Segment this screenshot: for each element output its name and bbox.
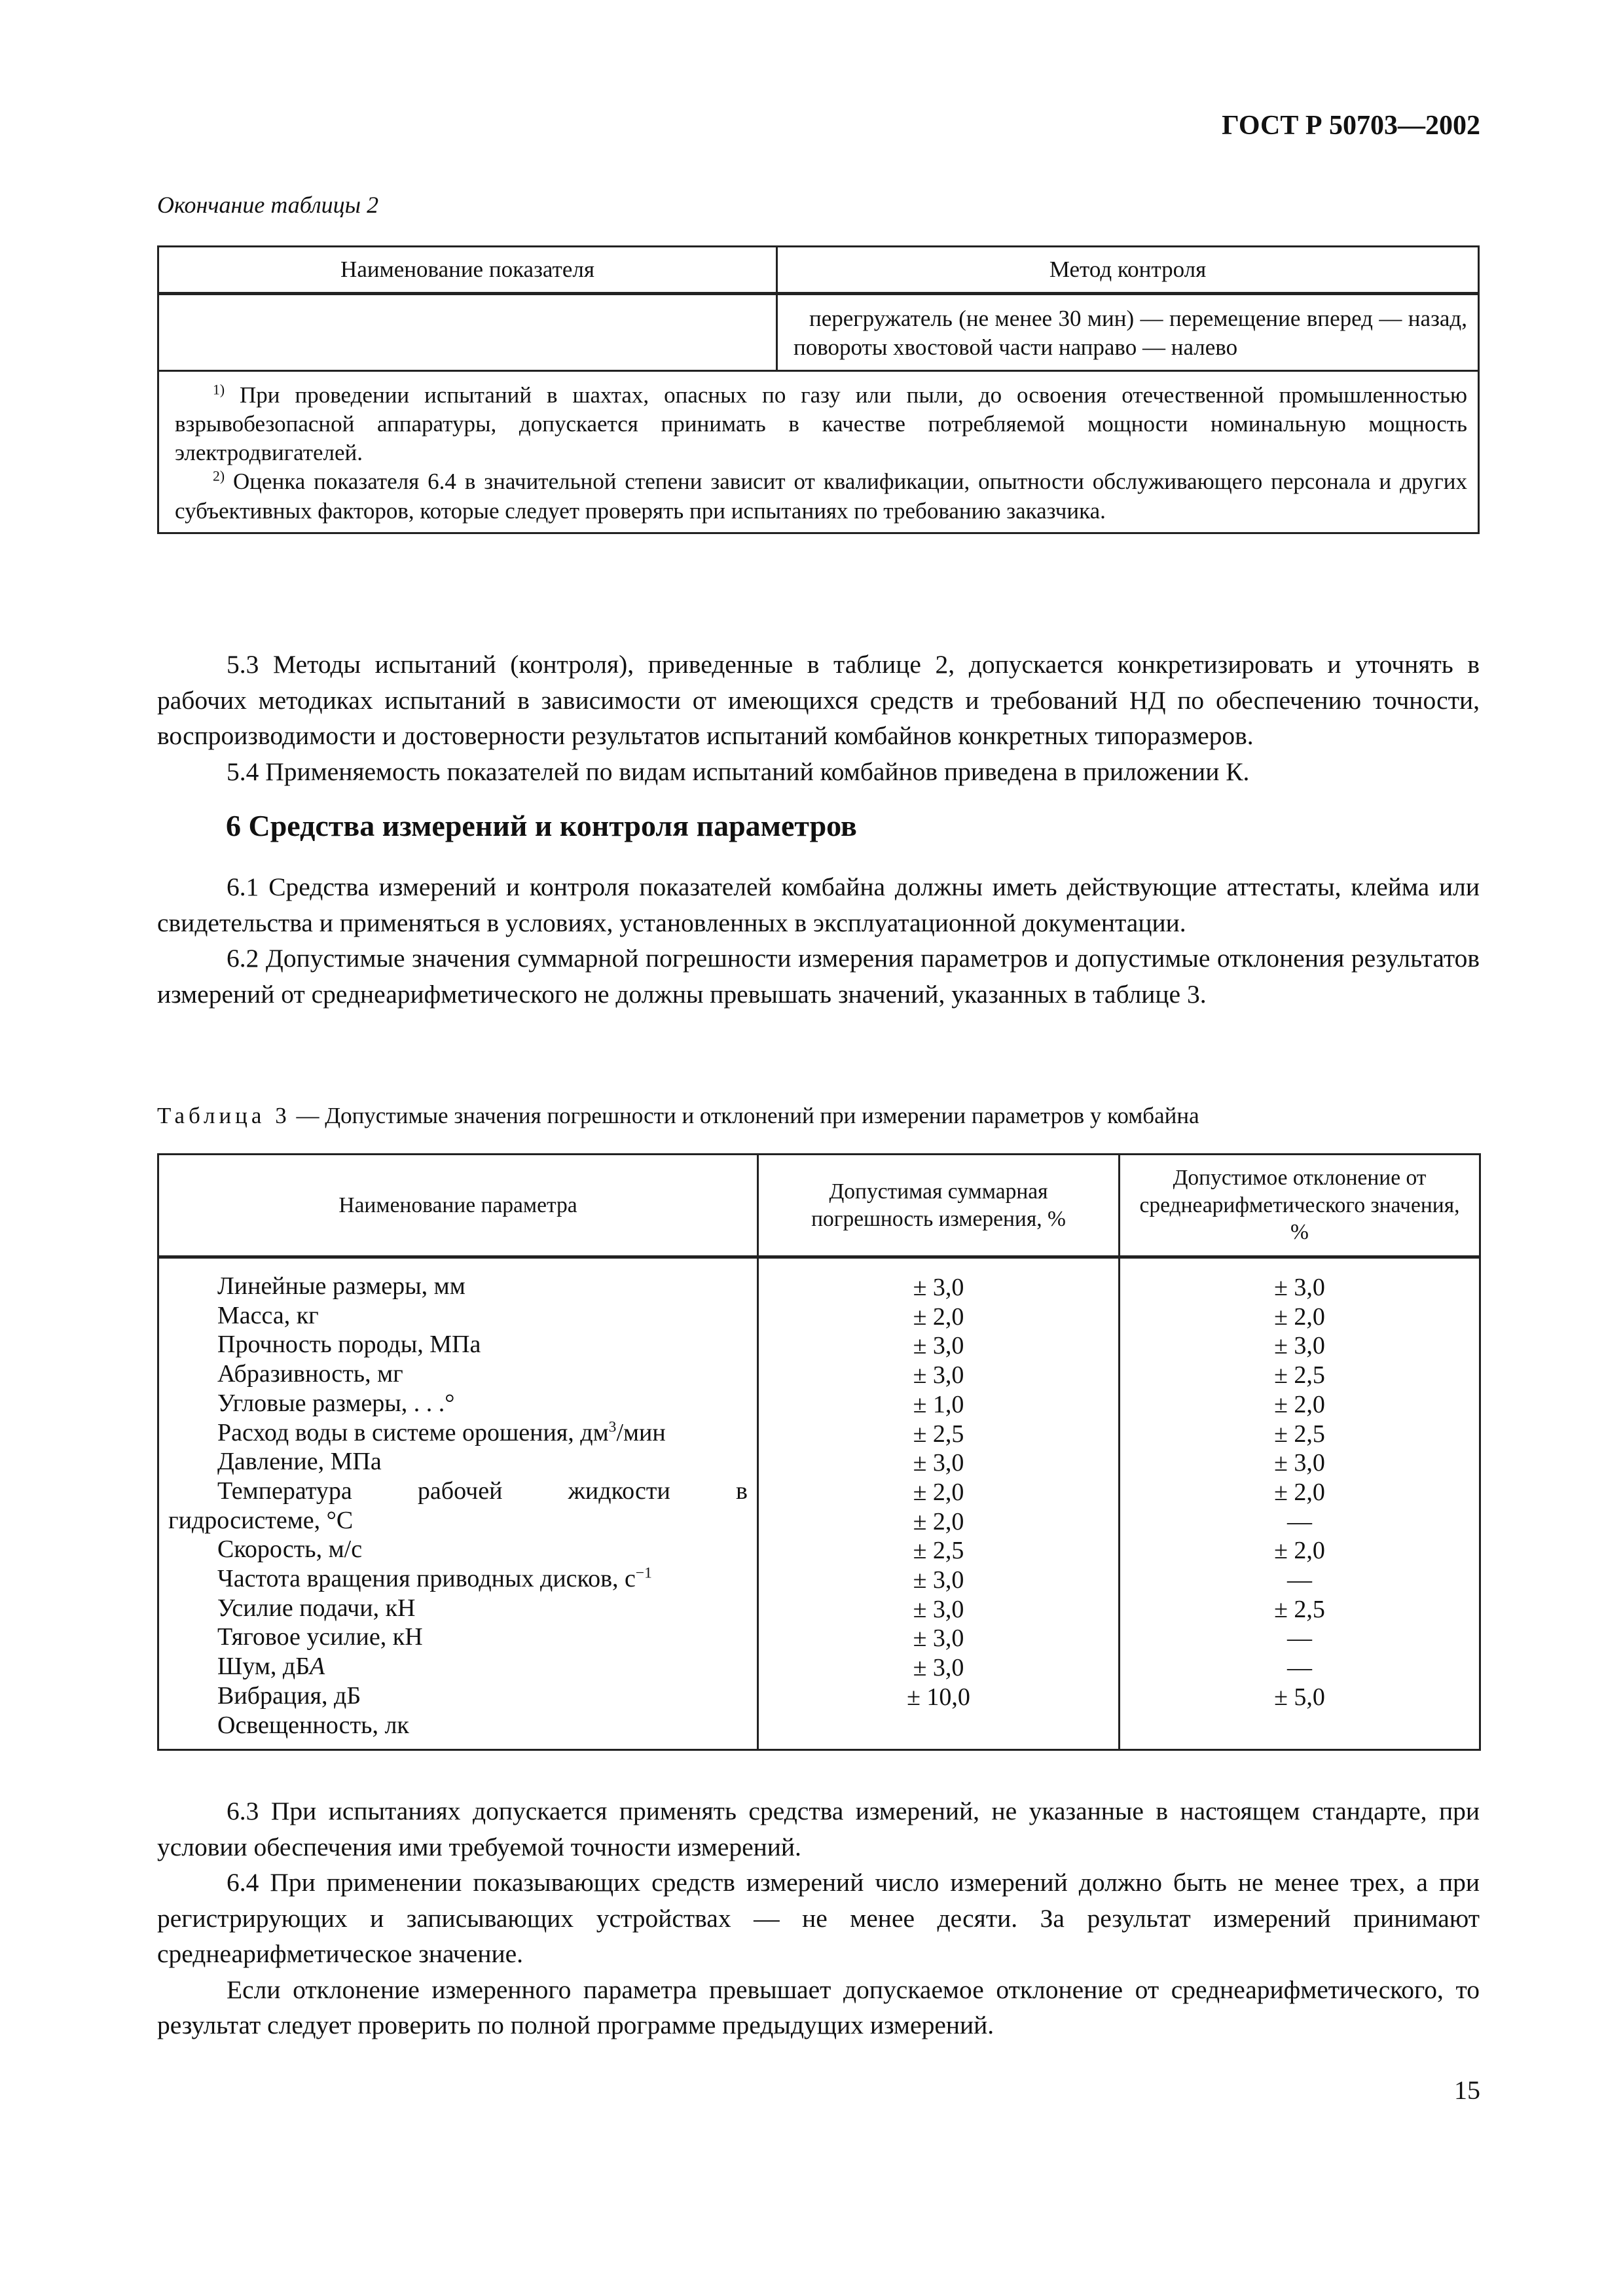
value: ± 1,0 bbox=[913, 1390, 964, 1418]
table2-continuation-caption: Окончание таблицы 2 bbox=[157, 192, 379, 218]
paragraphs-5 bbox=[157, 647, 1480, 789]
value: ± 3,0 bbox=[913, 1449, 964, 1477]
parameter-names-cell bbox=[158, 1257, 758, 1750]
value: ± 3,0 bbox=[1274, 1332, 1325, 1360]
list-item bbox=[168, 1564, 748, 1594]
footnote-text: При проведении испытаний в шахтах, опасных по газу или пыли, до освоения отечественной промышленностью взрывобезопасной аппаратуры, допускается принимать в качестве потребляемой мощности номинальную мощность электродвигателей. bbox=[175, 382, 1467, 466]
value: ± 2,0 bbox=[1274, 1537, 1325, 1565]
indicator-name-cell bbox=[158, 294, 777, 371]
value: ± 3,0 bbox=[913, 1595, 964, 1623]
value: ± 3,0 bbox=[1274, 1449, 1325, 1477]
value: ± 3,0 bbox=[913, 1654, 964, 1682]
value: ± 2,5 bbox=[1274, 1420, 1325, 1448]
footnote-text: Оценка показателя 6.4 в значительной степени зависит от квалификации, опытности обслуживающего персонала и других субъективных факторов, которые следует проверять при испытаниях по требованию заказчика. bbox=[175, 469, 1467, 524]
paragraphs-6-end bbox=[157, 1793, 1480, 2043]
list-item: Угловые размеры, . . .° bbox=[217, 1389, 455, 1417]
list-item: Давление, МПа bbox=[217, 1448, 382, 1476]
table-row bbox=[158, 294, 1479, 371]
value: ± 2,5 bbox=[1274, 1361, 1325, 1390]
table3-label: Таблица 3 bbox=[157, 1103, 291, 1128]
col-header-parameter: Наименование параметра bbox=[158, 1155, 758, 1257]
value: ± 2,0 bbox=[1274, 1478, 1325, 1506]
list-item bbox=[168, 1418, 748, 1448]
value: ± 3,0 bbox=[913, 1274, 964, 1301]
param-italic: A bbox=[310, 1653, 325, 1681]
list-item-continuation: гидросистеме, °С bbox=[168, 1506, 354, 1534]
value: ± 2,0 bbox=[913, 1302, 964, 1331]
value: ± 3,0 bbox=[913, 1624, 964, 1653]
paragraph-6-1: 6.1 Средства измерений и контроля показателей комбайна должны иметь действующие аттестаты, клейма или свидетельства и применяться в условиях, установленных в эксплуатационной документации. bbox=[157, 872, 1480, 937]
table-2-end bbox=[157, 245, 1480, 534]
paragraphs-6-intro bbox=[157, 869, 1480, 1012]
table3-title bbox=[157, 1103, 1199, 1129]
list-item bbox=[168, 1652, 748, 1681]
value: ± 2,5 bbox=[913, 1420, 964, 1448]
value: ± 2,0 bbox=[1274, 1302, 1325, 1331]
footnotes-cell bbox=[158, 371, 1479, 533]
value: ± 2,0 bbox=[913, 1507, 964, 1535]
value: ± 3,0 bbox=[913, 1361, 964, 1390]
param-superscript: −1 bbox=[635, 1564, 652, 1582]
value: — bbox=[1287, 1654, 1312, 1682]
table-3 bbox=[157, 1153, 1481, 1751]
list-item: Прочность породы, МПа bbox=[217, 1331, 481, 1359]
list-item: Усилие подачи, кН bbox=[217, 1594, 416, 1622]
table-row bbox=[158, 1257, 1480, 1750]
value: ± 3,0 bbox=[913, 1332, 964, 1360]
value: ± 3,0 bbox=[913, 1566, 964, 1594]
footnote-mark: 1) bbox=[213, 382, 225, 398]
value: — bbox=[1287, 1624, 1312, 1653]
value: ± 2,0 bbox=[913, 1478, 964, 1506]
paragraph-6-2: 6.2 Допустимые значения суммарной погрешности измерения параметров и допустимые отклонения результатов измерений от среднеарифметического не должны превышать значений, указанных в таблице 3. bbox=[157, 944, 1480, 1009]
param-superscript: 3 bbox=[608, 1418, 617, 1435]
value: — bbox=[1287, 1507, 1312, 1535]
param-word: в bbox=[736, 1477, 748, 1505]
list-item: Абразивность, мг bbox=[217, 1360, 403, 1388]
list-item: Освещенность, лк bbox=[217, 1711, 409, 1739]
value: ± 2,5 bbox=[913, 1537, 964, 1565]
param-word: Температура bbox=[217, 1477, 352, 1505]
paragraph-5-4: 5.4 Применяемость показателей по видам испытаний комбайнов приведена в приложении К. bbox=[227, 757, 1250, 786]
paragraph-deviation-note: Если отклонение измеренного параметра превышает допускаемое отклонение от среднеарифметического, то результат следует проверить по полной программе предыдущих измерений. bbox=[157, 1975, 1480, 2039]
list-item bbox=[168, 1477, 748, 1506]
list-item: Масса, кг bbox=[217, 1301, 319, 1329]
table3-title-text: — Допустимые значения погрешности и отклонений при измерении параметров у комбайна bbox=[290, 1103, 1199, 1128]
col-header-indicator-name: Наименование показателя bbox=[158, 247, 777, 294]
value: ± 2,0 bbox=[1274, 1390, 1325, 1418]
paragraph-6-4: 6.4 При применении показывающих средств измерений число измерений должно быть не менее трех, а при регистрирующих и записывающих устройствах — не менее десяти. За результат измерений принимают среднеарифметическое значение. bbox=[157, 1868, 1480, 1968]
paragraph-5-3: 5.3 Методы испытаний (контроля), приведенные в таблице 2, допускается конкретизировать и уточнять в рабочих методиках испытаний в зависимости от имеющихся средств и требований НД по обеспечению точности, воспроизводимости и достоверности результатов испытаний комбайнов конкретных типоразмеров. bbox=[157, 650, 1480, 750]
control-method-cell bbox=[777, 294, 1479, 371]
list-item: Вибрация, дБ bbox=[217, 1681, 361, 1710]
deviation-values-cell bbox=[1120, 1257, 1480, 1750]
col-header-total-error: Допустимая суммарная погрешность измерения, % bbox=[758, 1155, 1120, 1257]
param-text: /мин bbox=[616, 1418, 666, 1446]
paragraph-6-3: 6.3 При испытаниях допускается применять средства измерений, не указанные в настоящем стандарте, при условии обеспечения ими требуемой точности измерений. bbox=[157, 1797, 1480, 1861]
value: — bbox=[1287, 1566, 1312, 1594]
footnote-2 bbox=[175, 467, 1467, 525]
value: ± 3,0 bbox=[1274, 1274, 1325, 1301]
value: ± 10,0 bbox=[907, 1683, 970, 1711]
footnote-1 bbox=[175, 381, 1467, 467]
param-text: Частота вращения приводных дисков, с bbox=[217, 1565, 636, 1593]
section-6-heading: 6 Средства измерений и контроля параметров bbox=[226, 809, 857, 842]
col-header-deviation: Допустимое отклонение от среднеарифметического значения, % bbox=[1120, 1155, 1480, 1257]
footnotes-row bbox=[158, 371, 1479, 533]
col-header-control-method: Метод контроля bbox=[777, 247, 1479, 294]
value: ± 2,5 bbox=[1274, 1595, 1325, 1623]
list-item: Тяговое усилие, кН bbox=[217, 1623, 423, 1651]
param-word: жидкости bbox=[568, 1477, 670, 1505]
list-item: Линейные размеры, мм bbox=[217, 1272, 465, 1300]
param-word: рабочей bbox=[417, 1477, 503, 1505]
value: ± 5,0 bbox=[1274, 1683, 1325, 1711]
footnote-mark: 2) bbox=[213, 468, 225, 484]
list-item: Скорость, м/с bbox=[217, 1535, 363, 1564]
standard-designation: ГОСТ Р 50703—2002 bbox=[1222, 111, 1480, 141]
param-text: Расход воды в системе орошения, дм bbox=[217, 1418, 609, 1446]
param-text: Шум, дБ bbox=[217, 1653, 310, 1681]
control-method-text: перегружатель (не менее 30 мин) — перемещение вперед — назад, повороты хвостовой части направо — налево bbox=[793, 306, 1467, 361]
total-error-values-cell bbox=[758, 1257, 1120, 1750]
page-number: 15 bbox=[1454, 2075, 1480, 2105]
